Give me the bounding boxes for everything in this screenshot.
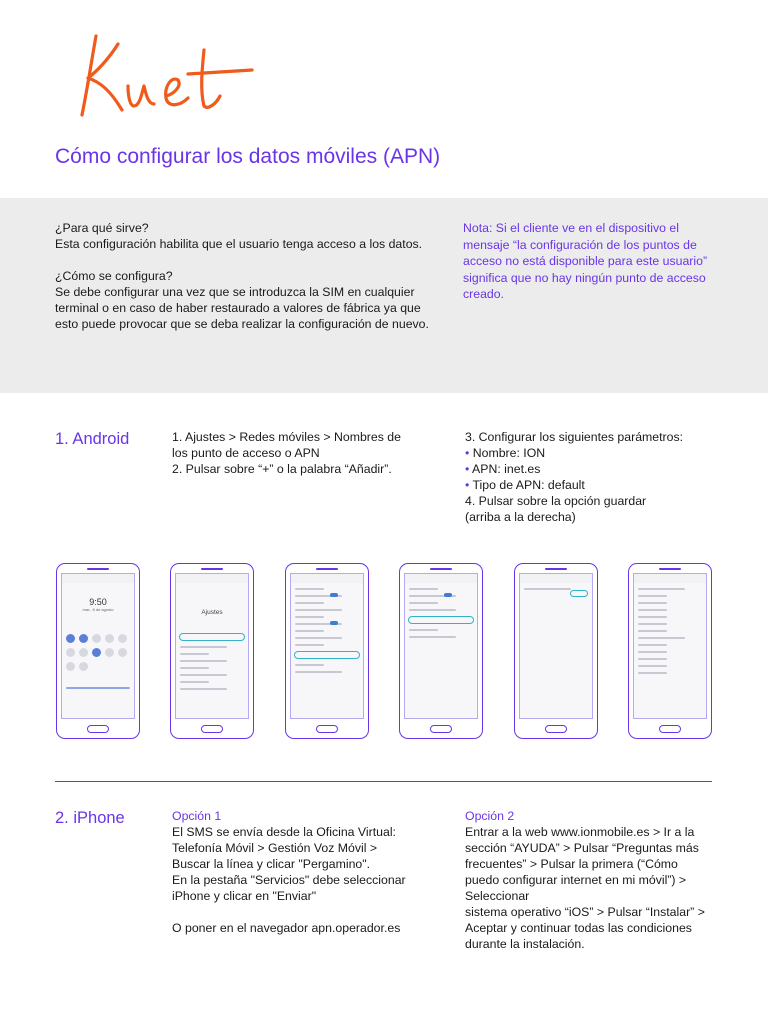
iphone-option-1 xyxy=(172,808,432,936)
android-steps-b xyxy=(465,429,725,525)
question-purpose: ¿Para qué sirve? xyxy=(55,221,149,235)
page-title: Cómo configurar los datos móviles (APN) xyxy=(55,145,441,168)
option-1-line-1: El SMS se envía desde la Oficina Virtual: xyxy=(172,825,396,839)
knet-logo xyxy=(70,30,260,125)
option-1-line-4: En la pestaña "Servicios" debe seleccionar xyxy=(172,873,406,887)
param-apn: • APN: inet.es xyxy=(465,462,541,476)
screen-settings-title: Ajustes xyxy=(201,609,223,616)
option-2-line-8: durante la instalación. xyxy=(465,937,585,951)
android-step-1: 1. Ajustes > Redes móviles > Nombres de los punto de acceso o APN xyxy=(172,430,401,460)
option-1-line-5: iPhone y clicar en "Enviar" xyxy=(172,889,317,903)
android-steps-a xyxy=(172,429,417,477)
option-2-title: Opción 2 xyxy=(465,809,515,823)
option-1-line-3: Buscar la línea y clicar "Pergamino". xyxy=(172,857,371,871)
section-divider xyxy=(55,781,712,782)
option-2-line-7: Aceptar y continuar todas las condiciones xyxy=(465,921,692,935)
android-step-2: 2. Pulsar sobre “+” o la palabra “Añadir”. xyxy=(172,462,392,476)
param-name: • Nombre: ION xyxy=(465,446,546,460)
screen-time: 9:50 xyxy=(89,597,107,607)
android-step-4b: (arriba a la derecha) xyxy=(465,510,576,524)
option-2-line-3: frecuentes” > Pulsar la primera (“Cómo xyxy=(465,857,678,871)
answer-how: Se debe configurar una vez que se introduzca la SIM en cualquier terminal o en caso de haber restaurado a valores de fábrica ya que esto puede provocar que se deba realizar la configuración de nuevo. xyxy=(55,285,429,331)
phone-screenshot-edit-apn xyxy=(628,563,712,739)
phone-screenshot-connections xyxy=(285,563,369,739)
android-heading: 1. Android xyxy=(55,430,130,448)
phone-screenshot-mobile-networks xyxy=(399,563,483,739)
android-step-3: 3. Configurar los siguientes parámetros: xyxy=(465,430,684,444)
question-how: ¿Cómo se configura? xyxy=(55,269,173,283)
option-1-title: Opción 1 xyxy=(172,809,222,823)
option-2-line-2: sección “AYUDA” > Pulsar “Preguntas más xyxy=(465,841,699,855)
option-2-line-4: puedo configurar internet en mi móvil”) > xyxy=(465,873,687,887)
option-2-line-1: Entrar a la web www.ionmobile.es > Ir a la xyxy=(465,825,695,839)
android-step-4: 4. Pulsar sobre la opción guardar xyxy=(465,494,647,508)
info-note: Nota: Si el cliente ve en el dispositivo el mensaje “la configuración de los puntos de acceso no está disponible para este usuario” significa que no hay ningún punto de acceso creado. xyxy=(463,221,708,301)
info-panel xyxy=(0,198,768,393)
option-1-line-2: Telefonía Móvil > Gestión Voz Móvil > xyxy=(172,841,378,855)
phone-screenshot-lock xyxy=(56,563,140,739)
answer-purpose: Esta configuración habilita que el usuario tenga acceso a los datos. xyxy=(55,237,423,251)
phone-screenshot-apn-list xyxy=(514,563,598,739)
iphone-heading: 2. iPhone xyxy=(55,809,125,827)
param-type: • Tipo de APN: default xyxy=(465,478,585,492)
option-2-line-5: Seleccionar xyxy=(465,889,530,903)
option-1-alt: O poner en el navegador apn.operador.es xyxy=(172,921,401,935)
phone-screenshot-settings xyxy=(170,563,254,739)
iphone-option-2 xyxy=(465,808,730,952)
info-left xyxy=(55,220,435,348)
screen-date: mar., 8 de agosto xyxy=(82,607,114,612)
option-2-line-6: sistema operativo “iOS” > Pulsar “Instalar” > xyxy=(465,905,705,919)
